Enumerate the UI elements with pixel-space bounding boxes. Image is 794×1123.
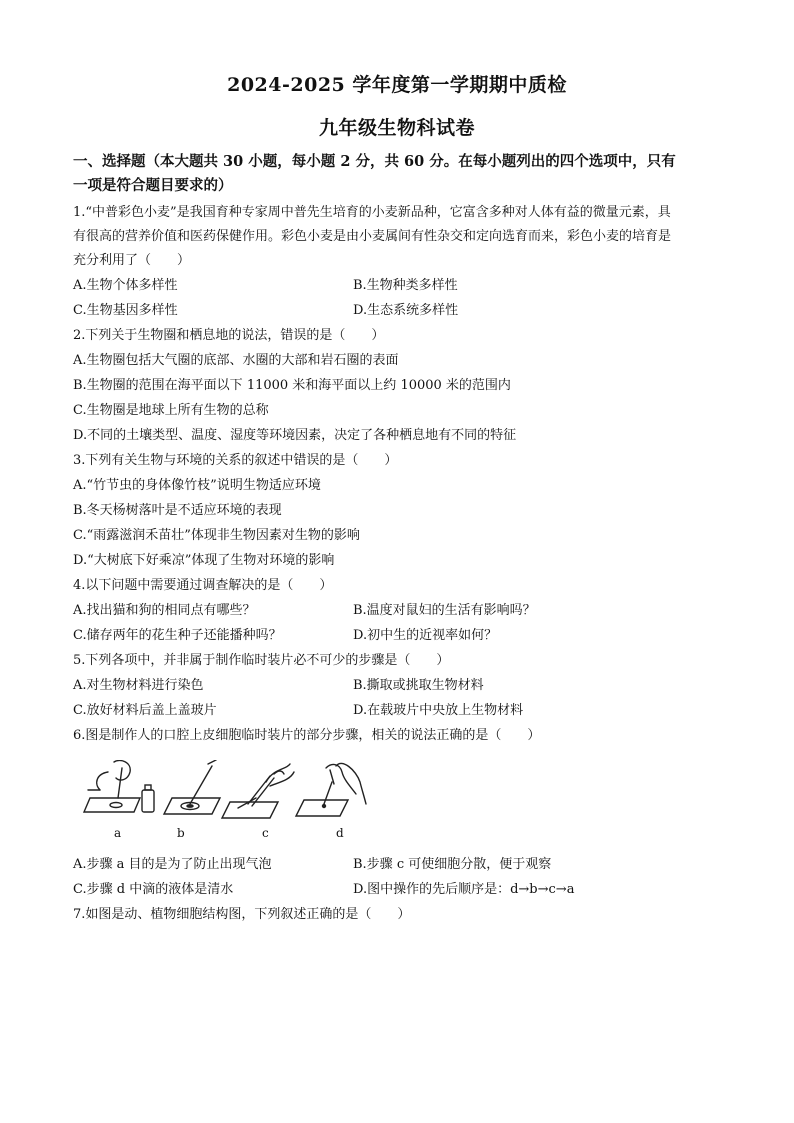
- figure-label-b: b: [177, 826, 185, 840]
- q5-option-c: C.放好材料后盖上盖玻片: [73, 703, 217, 718]
- q3-option-b: B.冬天杨树落叶是不适应环境的表现: [73, 503, 282, 518]
- q3-stem: 3.下列有关生物与环境的关系的叙述中错误的是（ ）: [73, 453, 398, 468]
- q1-stem-line3: 充分利用了（ ）: [73, 253, 191, 268]
- q2-option-d: D.不同的土壤类型、温度、湿度等环境因素，决定了各种栖息地有不同的特征: [73, 428, 517, 443]
- q2-option-c: C.生物圈是地球上所有生物的总称: [73, 403, 269, 418]
- exam-subtitle: 九年级生物科试卷: [318, 117, 475, 139]
- q6-option-a: A.步骤 a 目的是为了防止出现气泡: [73, 857, 272, 872]
- q3-option-a: A.“竹节虫的身体像竹枝”说明生物适应环境: [73, 478, 321, 493]
- q6-option-b: B.步骤 c 可使细胞分散，便于观察: [353, 857, 552, 872]
- q6-option-c: C.步骤 d 中滴的液体是清水: [73, 882, 234, 897]
- q4-stem: 4.以下问题中需要通过调查解决的是（ ）: [73, 578, 333, 593]
- q5-stem: 5.下列各项中，并非属于制作临时装片必不可少的步骤是（ ）: [73, 653, 450, 668]
- q5-option-d: D.在载玻片中央放上生物材料: [353, 703, 524, 718]
- q1-stem-line2: 有很高的营养价值和医药保健作用。彩色小麦是由小麦属间有性杂交和定向选育而来，彩色小麦的培育是: [73, 229, 672, 244]
- q2-option-b: B.生物圈的范围在海平面以下 11000 米和海平面以上约 10000 米的范围内: [73, 378, 511, 393]
- figure-label-a: a: [114, 826, 122, 840]
- q4-option-a: A.找出猫和狗的相同点有哪些？: [73, 603, 256, 618]
- q4-option-b: B.温度对鼠妇的生活有影响吗？: [353, 603, 536, 618]
- q2-stem: 2.下列关于生物圈和栖息地的说法，错误的是（ ）: [73, 328, 385, 343]
- q4-option-d: D.初中生的近视率如何？: [353, 628, 498, 643]
- q1-stem-line1: 1.“中普彩色小麦”是我国育种专家周中普先生培育的小麦新品种，它富含多种对人体有益的微量元素，具: [73, 205, 671, 220]
- step-d-drawing: [296, 763, 366, 816]
- step-c-drawing: [222, 764, 294, 818]
- q3-option-d: D.“大树底下好乘凉”体现了生物对环境的影响: [73, 553, 335, 568]
- q5-option-a: A.对生物材料进行染色: [73, 678, 204, 693]
- q1-option-d: D.生态系统多样性: [353, 303, 459, 318]
- q3-option-c: C.“雨露滋润禾苗壮”体现非生物因素对生物的影响: [73, 528, 360, 543]
- q1-option-b: B.生物种类多样性: [353, 278, 458, 293]
- q6-option-d: D.图中操作的先后顺序是：d→b→c→a: [353, 882, 575, 897]
- figure-label-d: d: [336, 826, 344, 840]
- exam-title: 2024-2025 学年度第一学期期中质检: [227, 74, 567, 96]
- section-heading-line2: 一项是符合题目要求的）: [73, 177, 233, 194]
- q1-option-c: C.生物基因多样性: [73, 303, 178, 318]
- q1-option-a: A.生物个体多样性: [73, 278, 178, 293]
- step-b-drawing: [164, 760, 220, 814]
- section-heading-line1: 一、选择题（本大题共 30 小题，每小题 2 分，共 60 分。在每小题列出的四个选项中，只有: [73, 153, 676, 170]
- q7-stem: 7.如图是动、植物细胞结构图，下列叙述正确的是（ ）: [73, 907, 411, 922]
- step-a-drawing: [84, 760, 154, 812]
- q5-option-b: B.撕取或挑取生物材料: [353, 678, 484, 693]
- figure-label-c: c: [262, 826, 269, 840]
- q6-stem: 6.图是制作人的口腔上皮细胞临时装片的部分步骤，相关的说法正确的是（ ）: [73, 728, 541, 743]
- q4-option-c: C.储存两年的花生种子还能播种吗？: [73, 628, 282, 643]
- slide-preparation-figure: [80, 760, 370, 845]
- q2-option-a: A.生物圈包括大气圈的底部、水圈的大部和岩石圈的表面: [73, 353, 399, 368]
